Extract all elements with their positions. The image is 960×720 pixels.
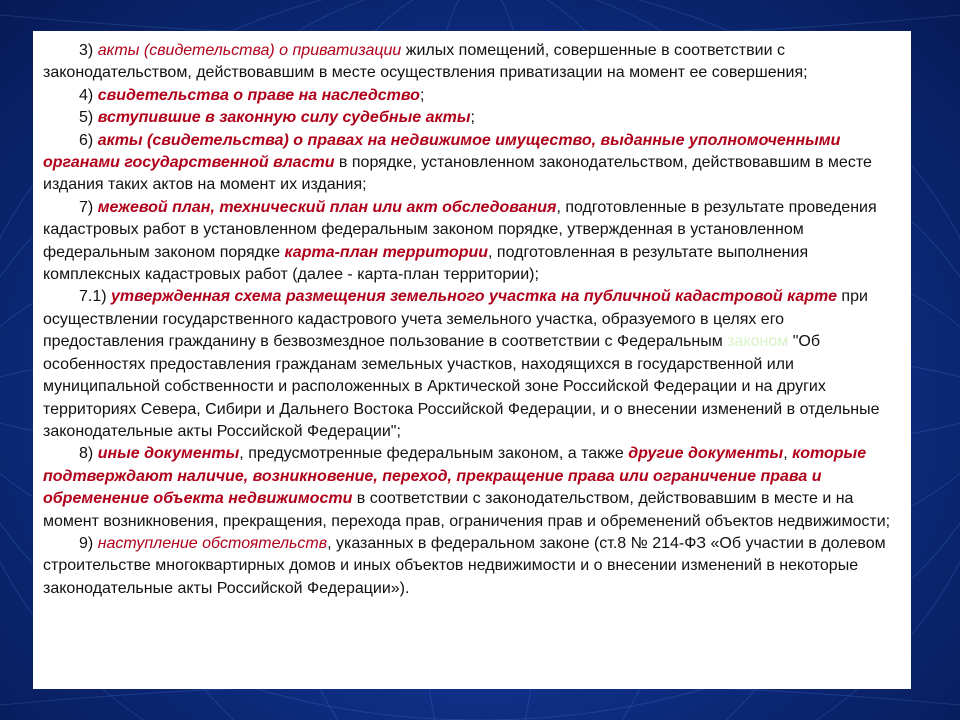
item-4 (43, 85, 903, 107)
item-5 (43, 107, 903, 129)
item-number: 4) (79, 86, 94, 104)
item-9 (43, 533, 903, 600)
item-text: в соответствии с законодательством, действовавшим в месте и на момент возникновения, прекращения, перехода прав, ограничения прав и обременений объектов недвижимости; (43, 490, 891, 530)
item-3 (43, 40, 903, 85)
item-number: 5) (79, 109, 94, 127)
item-number: 7.1) (79, 288, 107, 306)
highlighted-term: другие документы (628, 445, 784, 463)
item-text: , подготовленная в результате выполнения комплексных кадастровых работ (далее - карта-план территории); (43, 243, 809, 284)
highlighted-term: акты (свидетельства) о приватизации (97, 42, 402, 59)
highlighted-term: которые подтверждают наличие, возникновение, переход, прекращение права или ограничение права и обременение объекта недвижимости (43, 445, 867, 508)
item-7 (43, 197, 903, 287)
item-text: , (783, 445, 793, 463)
item-text: "Об особенностях предоставления гражданам земельных участков, находящихся в государственной или муниципальной собственности и расположенных в Арктической зоне Российской Федерации и на других территориях Севера, Сибири и Дальнего Востока Российской Федерации, и о внесении изменений в отдельные законодательные акты Российской Федерации"; (43, 333, 880, 440)
highlighted-term: утвержденная схема размещения земельного участка на публичной кадастровой карте (111, 288, 837, 306)
item-6 (43, 130, 903, 197)
item-number: 6) (79, 131, 94, 149)
law-link[interactable]: законом (727, 333, 789, 351)
item-7-1 (43, 286, 903, 443)
item-text: жилых помещений, совершенные в соответствии с законодательством, действовавшим в месте осуществления приватизации на момент ее совершения; (43, 42, 808, 82)
highlighted-term: вступившие в законную силу судебные акты (97, 109, 471, 127)
item-8 (43, 443, 903, 533)
item-text: в порядке, установленном законодательством, действовавшим в месте издания таких актов на момент их издания; (43, 154, 872, 194)
item-text: , предусмотренные федеральным законом, а также (239, 445, 629, 463)
highlighted-term: межевой план, технический план или акт обследования (97, 198, 557, 216)
item-text: ; (470, 109, 475, 127)
item-text: , указанных в федеральном законе (ст.8 № 214-ФЗ «Об участии в долевом строительстве многоквартирных домов и иных объектов недвижимости и о внесении изменений в некоторые законодательные акты Российской Федерации»). (43, 534, 886, 597)
item-text: при осуществлении государственного кадастрового учета земельного участка, образуемого в целях его предоставления гражданину в безвозмездное пользование в соответствии с Федеральным (43, 288, 868, 351)
highlighted-term: акты (свидетельства) о правах на недвижимое имущество, выданные уполномоченными органами государственной власти (43, 131, 841, 172)
highlighted-term: иные документы (97, 445, 240, 463)
content-panel (33, 31, 911, 689)
item-number: 3) (79, 42, 94, 59)
highlighted-term: наступление обстоятельств (97, 534, 328, 552)
item-number: 9) (79, 534, 94, 552)
item-text: , подготовленные в результате проведения кадастровых работ в установленном федеральным законом порядке, утвержденная в установленном федеральным законом порядке (43, 198, 877, 261)
highlighted-term: свидетельства о праве на наследство (97, 86, 420, 104)
item-text: ; (419, 86, 425, 104)
item-number: 8) (79, 445, 94, 463)
item-number: 7) (79, 198, 94, 216)
highlighted-term: карта-план территории (284, 243, 489, 261)
